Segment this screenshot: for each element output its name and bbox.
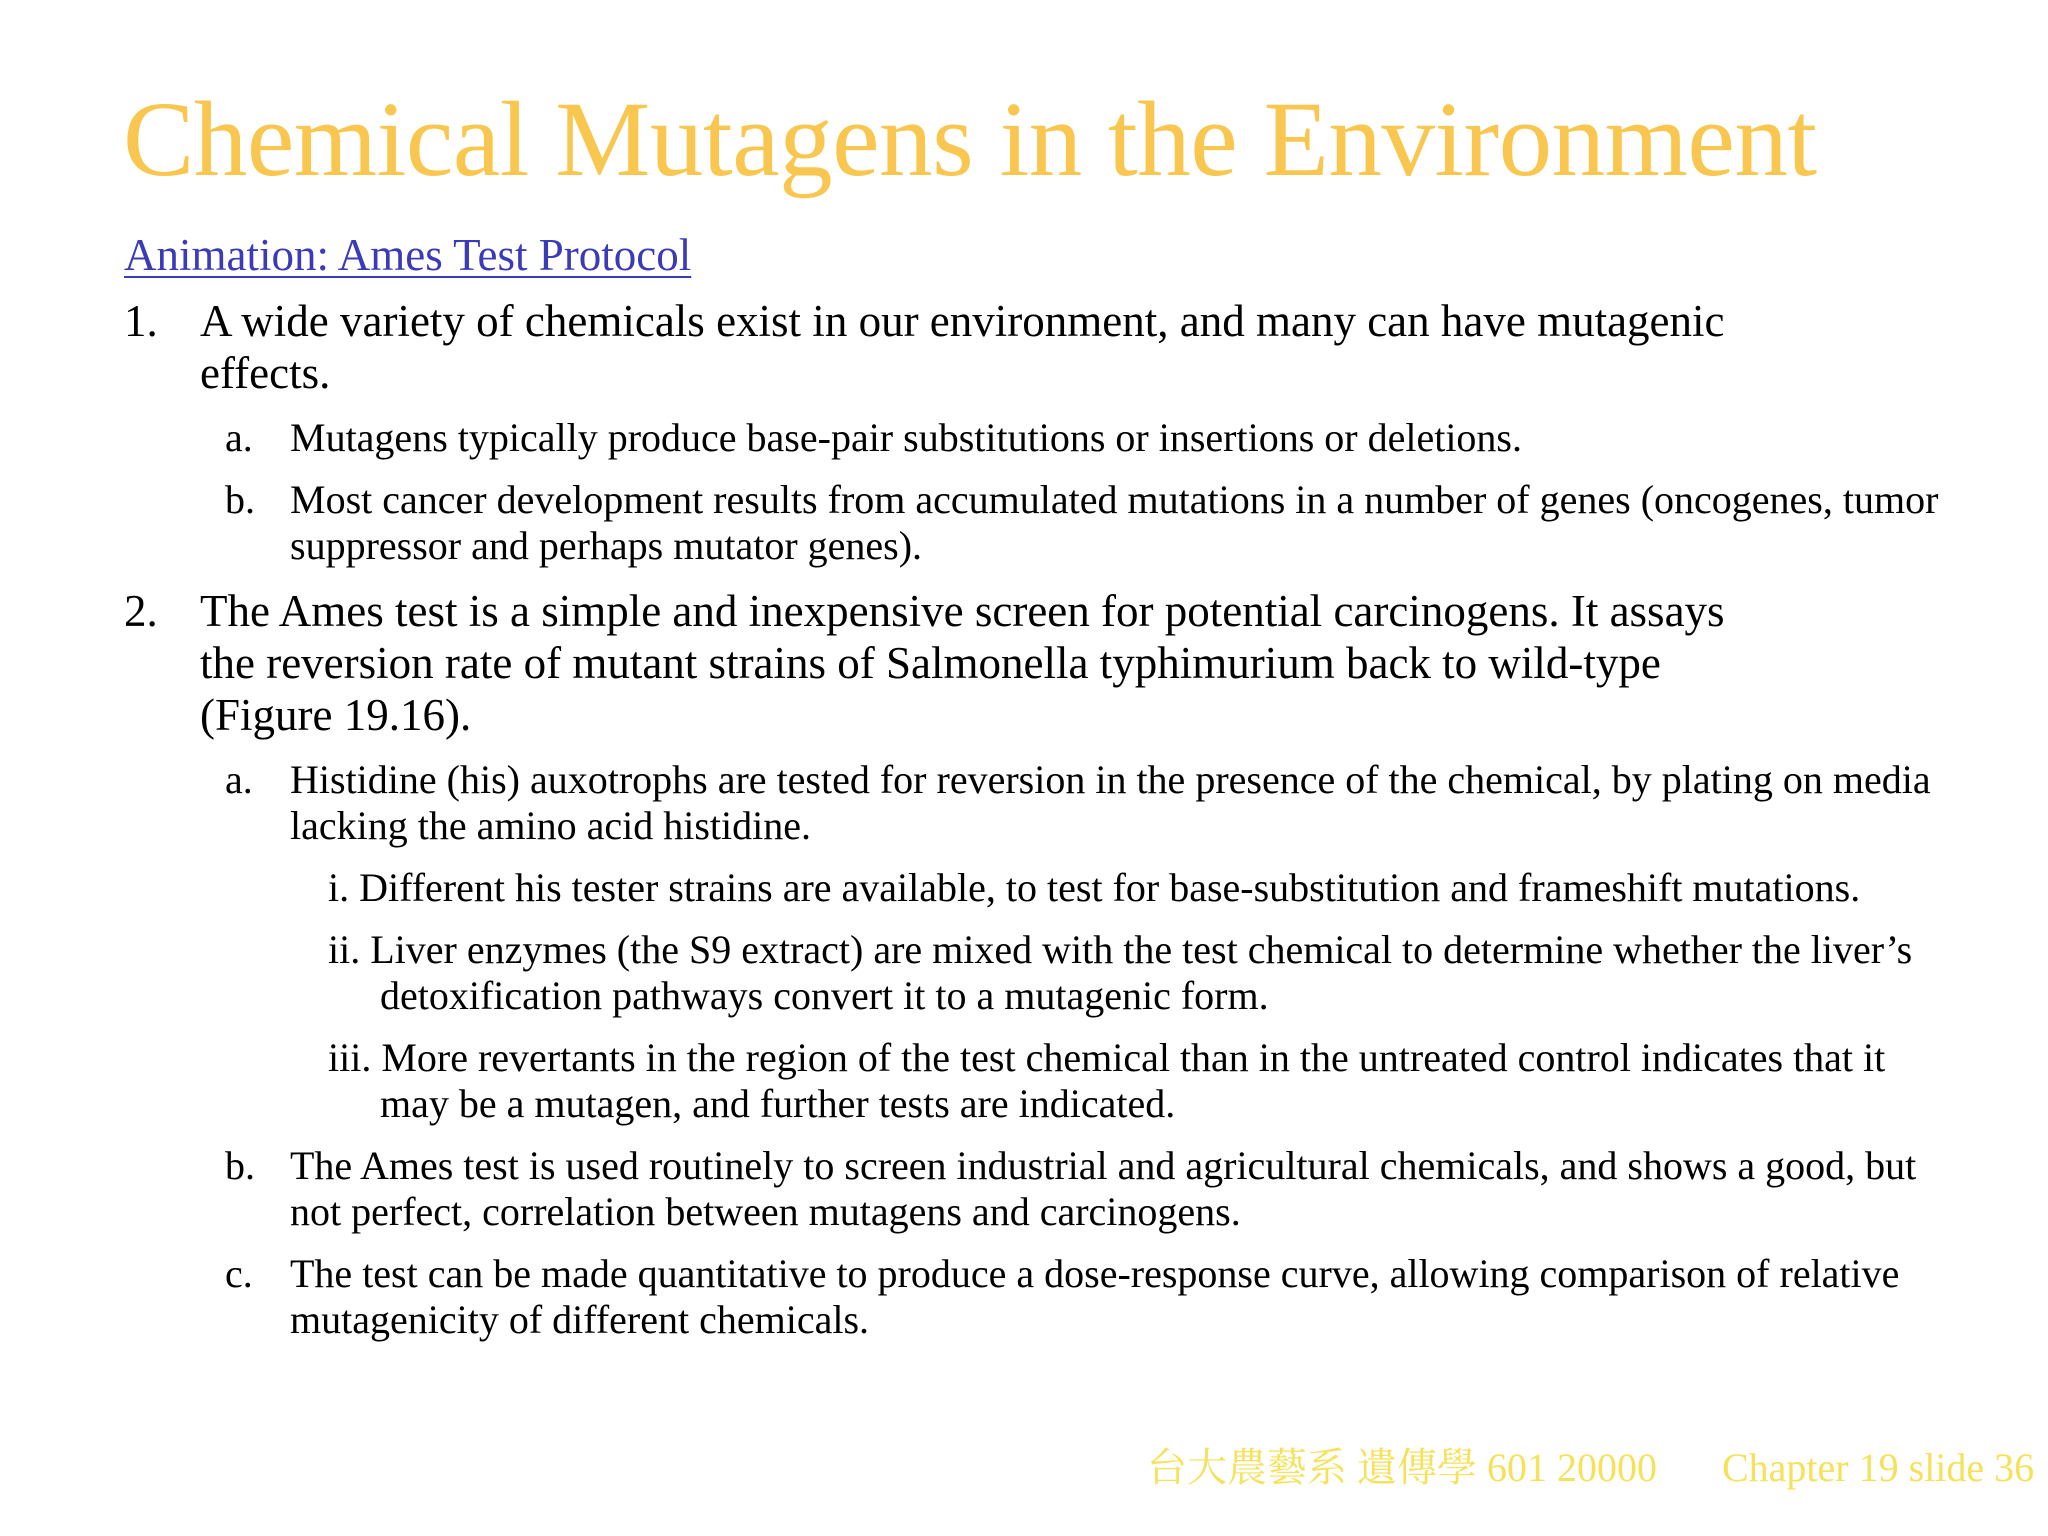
list-item-text: The Ames test is used routinely to screen industrial and agricultural chemicals, and shows a good, but not perfect, correlation between mutagens and carcinogens. — [290, 1143, 1917, 1234]
list-marker: a. — [225, 415, 253, 460]
list-item-1a — [0, 415, 1960, 461]
list-item-2b — [0, 1143, 1960, 1235]
list-item-1b — [0, 477, 1960, 569]
list-item-text: Histidine (his) auxotrophs are tested for reversion in the presence of the chemical, by plating on media lacking the amino acid histidine. — [290, 757, 1931, 848]
list-marker: b. — [225, 1143, 255, 1188]
list-item-1 — [0, 295, 1780, 399]
footer-course-label: 台大農藝系 遺傳學 601 20000 — [1147, 1445, 1657, 1490]
list-item-2a — [0, 757, 1960, 849]
list-marker: 2. — [124, 586, 158, 636]
list-item-text: Different his tester strains are available, to test for base-substitution and frameshift mutations. — [359, 865, 1861, 910]
list-marker: a. — [225, 757, 253, 802]
list-item-text: The test can be made quantitative to produce a dose-response curve, allowing comparison of relative mutagenicity of different chemicals. — [290, 1251, 1900, 1342]
list-item-text: The Ames test is a simple and inexpensive screen for potential carcinogens. It assays the reversion rate of mutant strains of Salmonella typhimurium back to wild-type (Figure 19.16). — [200, 586, 1725, 740]
list-marker: i. — [328, 865, 360, 910]
list-marker: iii. — [328, 1035, 382, 1080]
list-item-2a-ii — [0, 927, 1960, 1019]
footer-slide-number: Chapter 19 slide 36 — [1722, 1445, 2035, 1490]
list-marker: b. — [225, 477, 255, 522]
list-marker: 1. — [124, 296, 158, 346]
list-item-text: Mutagens typically produce base-pair substitutions or insertions or deletions. — [290, 415, 1522, 460]
list-marker: ii. — [328, 927, 371, 972]
slide-body — [0, 295, 2048, 1343]
list-item-text: A wide variety of chemicals exist in our environment, and many can have mutagenic effects. — [200, 296, 1725, 398]
list-item-text: Liver enzymes (the S9 extract) are mixed with the test chemical to determine whether the liver’s detoxification pathways convert it to a mutagenic form. — [370, 927, 1913, 1018]
list-item-2a-iii — [0, 1035, 1960, 1127]
slide-title: Chemical Mutagens in the Environment — [123, 81, 1817, 199]
animation-link[interactable]: Animation: Ames Test Protocol — [124, 230, 692, 280]
list-marker: c. — [225, 1251, 253, 1296]
list-item-text: Most cancer development results from accumulated mutations in a number of genes (oncogenes, tumor suppressor and perhaps mutator genes). — [290, 477, 1939, 568]
list-item-text: More revertants in the region of the test chemical than in the untreated control indicates that it may be a mutagen, and further tests are indicated. — [380, 1035, 1886, 1126]
list-item-2c — [0, 1251, 1960, 1343]
list-item-2 — [0, 585, 1780, 741]
list-item-2a-i — [0, 865, 1960, 911]
